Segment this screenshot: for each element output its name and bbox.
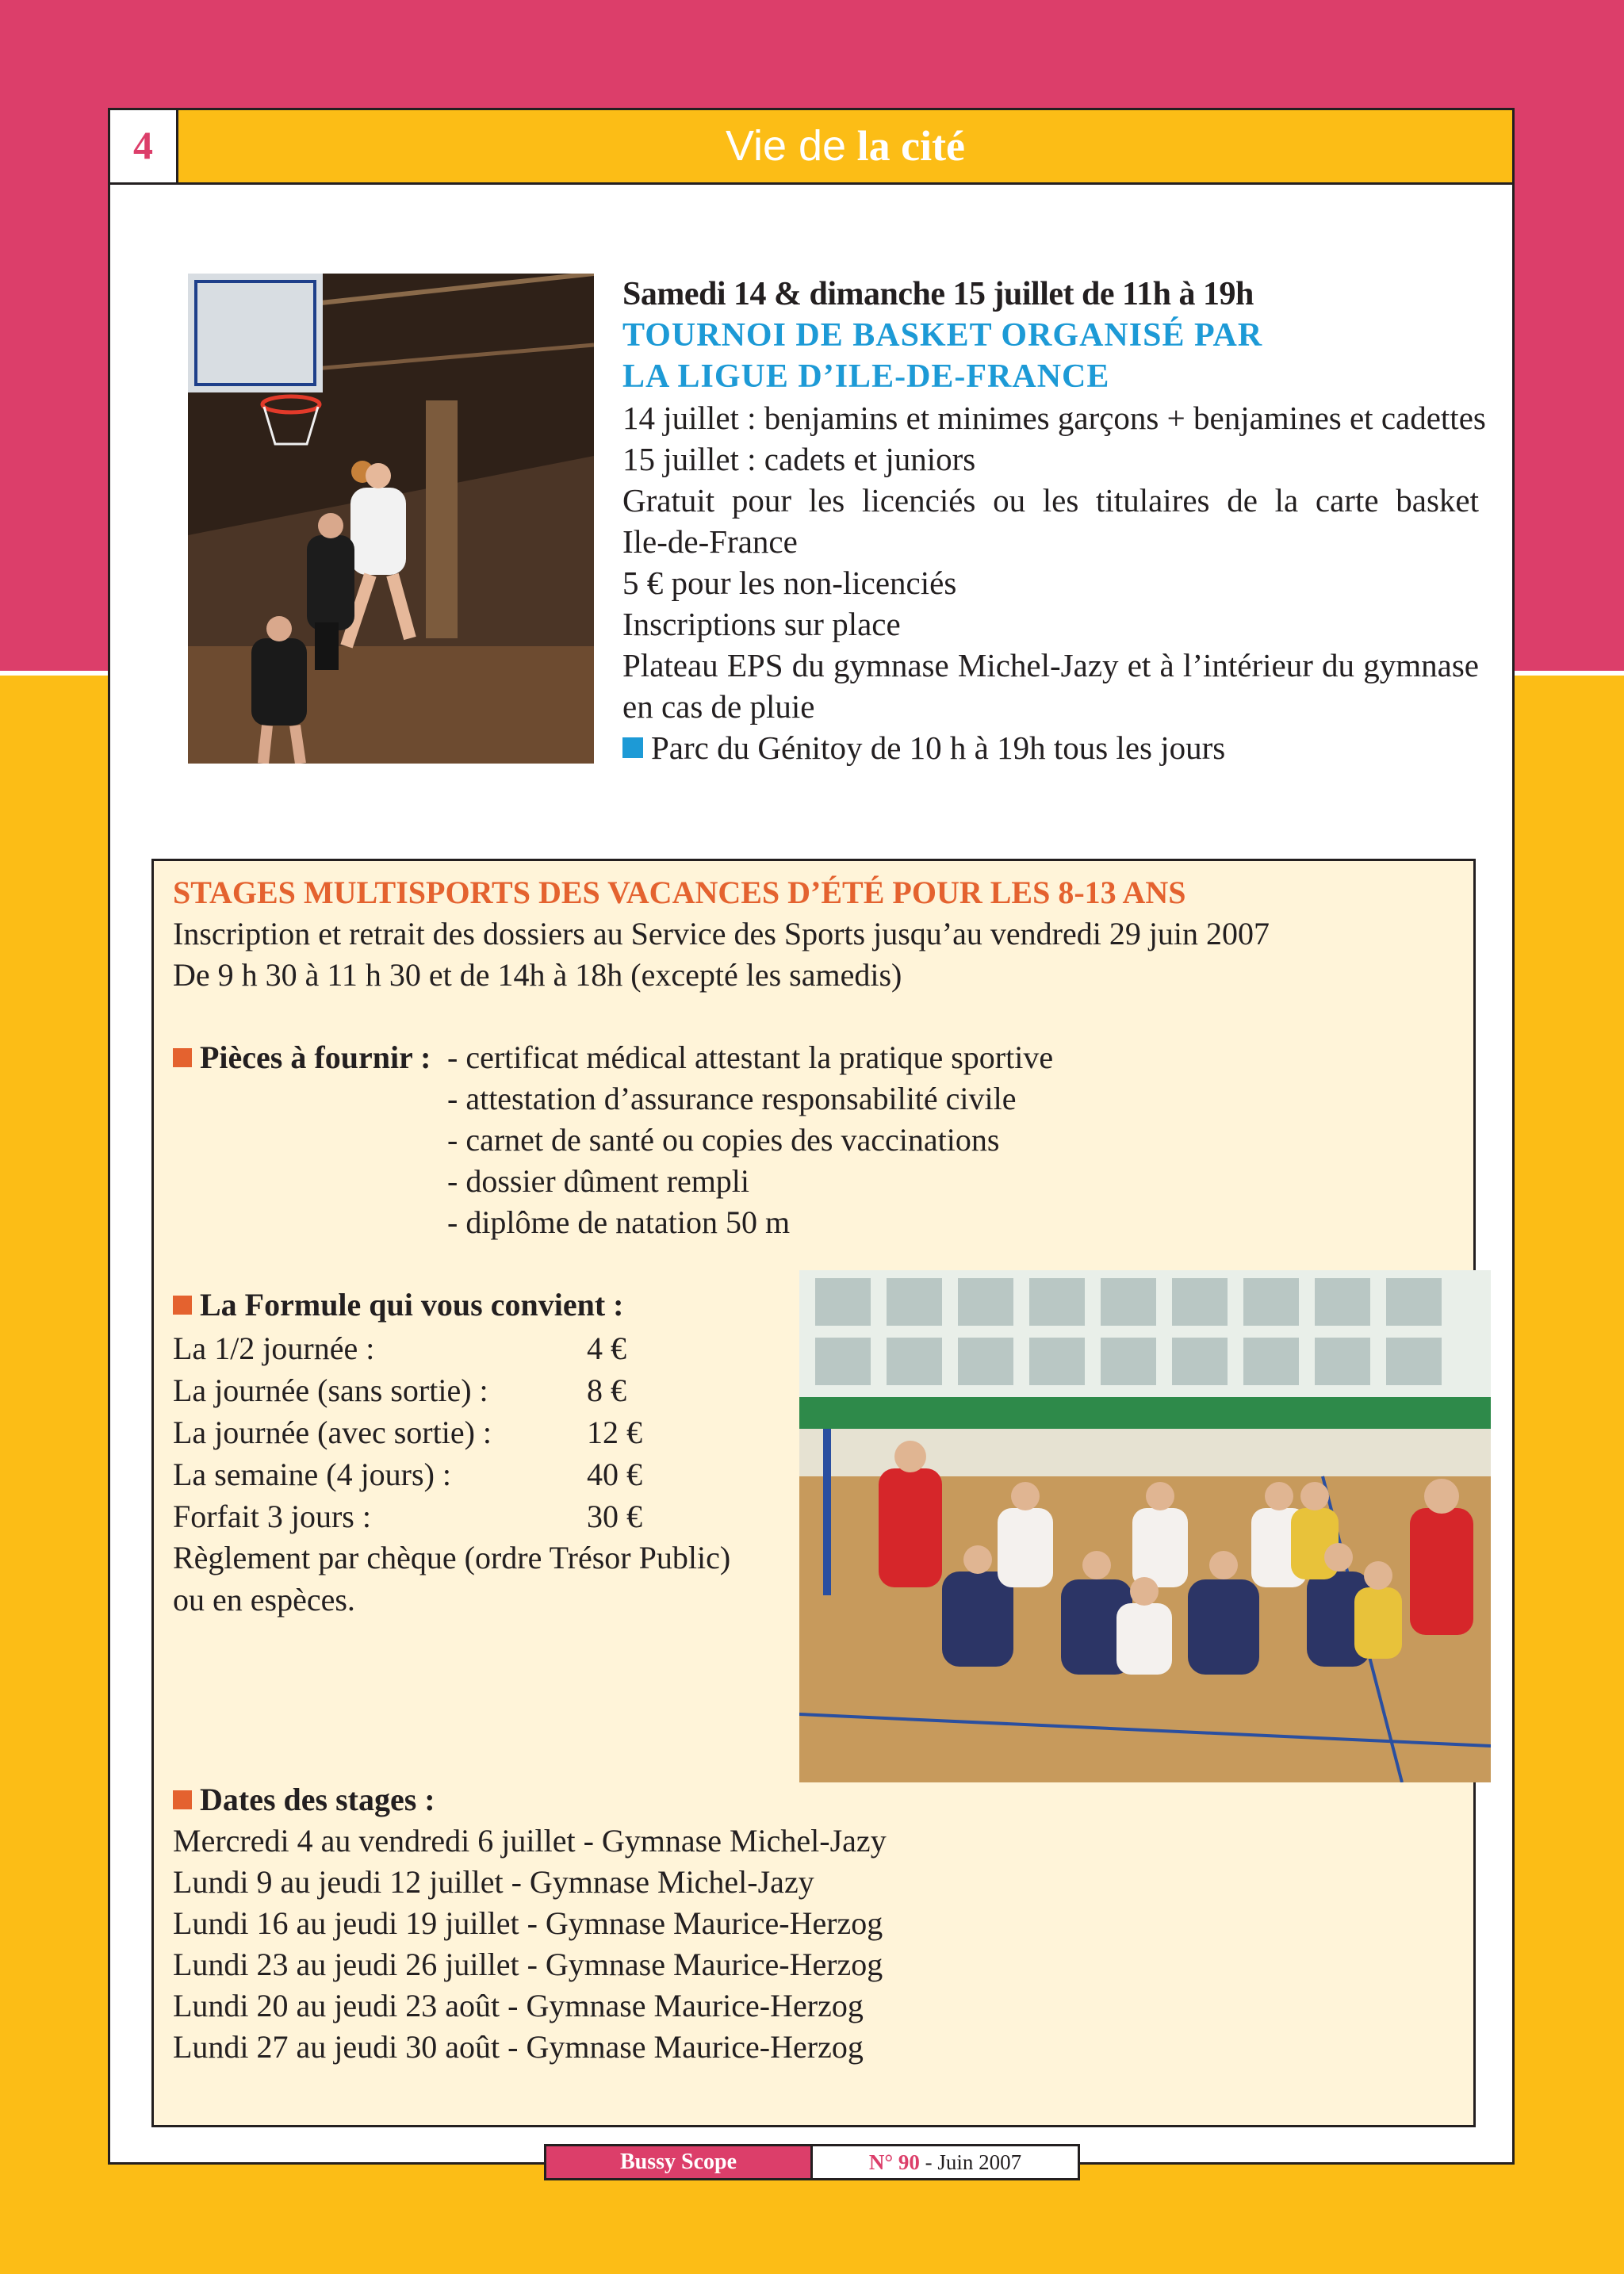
date-item: Lundi 16 au jeudi 19 juillet - Gymnase Maurice-Herzog xyxy=(173,1905,883,1941)
event-line-gratuit: Gratuit pour les licenciés ou les titulaires de la carte basket xyxy=(622,482,1479,519)
event-line-parc xyxy=(622,727,1479,768)
event-line-inscriptions: Inscriptions sur place xyxy=(622,606,901,642)
date-item: Lundi 9 au jeudi 12 juillet - Gymnase Michel-Jazy xyxy=(173,1864,814,1900)
tarif-row xyxy=(173,1453,642,1495)
group-photo xyxy=(799,1270,1491,1782)
tarif-price: 4 € xyxy=(587,1330,626,1366)
bullet-square-icon xyxy=(173,1296,192,1315)
piece-item: - attestation d’assurance responsabilité civile xyxy=(447,1081,1017,1116)
stages-inscription: Inscription et retrait des dossiers au Service des Sports jusqu’au vendredi 29 juin 2007 xyxy=(173,916,1270,951)
formule-heading xyxy=(173,1284,623,1326)
stages-box xyxy=(151,859,1476,2127)
event-line-gratuit-cont: Ile-de-France xyxy=(622,523,798,560)
issue-number: N° 90 xyxy=(868,2150,920,2174)
basket-event xyxy=(622,274,1486,768)
date-item: Mercredi 4 au vendredi 6 juillet - Gymnase Michel-Jazy xyxy=(173,1823,887,1859)
event-line-day1: 14 juillet : benjamins et minimes garçons + benjamines et cadettes xyxy=(622,400,1486,436)
page-number: 4 xyxy=(110,110,178,185)
tarif-label: La 1/2 journée : xyxy=(173,1330,375,1366)
issue-info xyxy=(813,2146,1078,2178)
event-line-price: 5 € pour les non-licenciés xyxy=(622,565,957,601)
event-line-plateau-cont: en cas de pluie xyxy=(622,688,815,725)
tarif-row xyxy=(173,1495,642,1537)
tarif-row xyxy=(173,1369,626,1411)
footer xyxy=(544,2144,1080,2180)
tarif-price: 12 € xyxy=(587,1415,642,1450)
tarif-row xyxy=(173,1327,626,1369)
event-line-day2: 15 juillet : cadets et juniors xyxy=(622,441,976,477)
section-header xyxy=(178,110,1512,185)
page xyxy=(108,108,1515,2165)
tarif-price: 40 € xyxy=(587,1457,642,1492)
basketball-photo xyxy=(188,274,594,764)
piece-item: - dossier dûment rempli xyxy=(447,1163,750,1199)
piece-item: - certificat médical attestant la pratique sportive xyxy=(447,1039,1054,1075)
section-title-bold: la cité xyxy=(856,122,966,170)
formule-label: La Formule qui vous convient : xyxy=(200,1287,624,1323)
section-title-light: Vie de xyxy=(725,122,847,170)
issue-date: - Juin 2007 xyxy=(925,2150,1022,2174)
stages-horaires: De 9 h 30 à 11 h 30 et de 14h à 18h (excepté les samedis) xyxy=(173,957,902,993)
piece-item: - carnet de santé ou copies des vaccinations xyxy=(447,1122,1000,1158)
stages-title: STAGES MULTISPORTS DES VACANCES D’ÉTÉ POUR LES 8-13 ANS xyxy=(173,875,1186,910)
pieces-label: Pièces à fournir : xyxy=(200,1039,431,1075)
tarif-row xyxy=(173,1411,642,1453)
tarif-label: La journée (sans sortie) : xyxy=(173,1372,488,1408)
dates-heading xyxy=(173,1779,435,1820)
bullet-square-icon xyxy=(622,737,643,758)
publication-name: Bussy Scope xyxy=(546,2146,813,2178)
event-line-plateau: Plateau EPS du gymnase Michel-Jazy et à l’intérieur du gymnase xyxy=(622,647,1479,683)
bullet-square-icon xyxy=(173,1048,192,1067)
dates-label: Dates des stages : xyxy=(200,1782,435,1817)
bullet-square-icon xyxy=(173,1790,192,1809)
event-parc-text: Parc du Génitoy de 10 h à 19h tous les jours xyxy=(651,729,1226,766)
tarif-label: Forfait 3 jours : xyxy=(173,1499,371,1534)
tarif-label: La semaine (4 jours) : xyxy=(173,1457,451,1492)
reglement-line1: Règlement par chèque (ordre Trésor Public) xyxy=(173,1540,731,1575)
date-item: Lundi 23 au jeudi 26 juillet - Gymnase Maurice-Herzog xyxy=(173,1947,883,1982)
event-title-line2: LA LIGUE D’ILE-DE-FRANCE xyxy=(622,358,1110,395)
reglement-line2: ou en espèces. xyxy=(173,1582,355,1617)
pieces-heading xyxy=(173,1037,431,1078)
event-date: Samedi 14 & dimanche 15 juillet de 11h à 19h xyxy=(622,276,1254,312)
tarif-price: 8 € xyxy=(587,1372,626,1408)
date-item: Lundi 27 au jeudi 30 août - Gymnase Maurice-Herzog xyxy=(173,2029,864,2065)
piece-item: - diplôme de natation 50 m xyxy=(447,1204,791,1240)
date-item: Lundi 20 au jeudi 23 août - Gymnase Maurice-Herzog xyxy=(173,1988,864,2023)
tarif-price: 30 € xyxy=(587,1499,642,1534)
tarif-label: La journée (avec sortie) : xyxy=(173,1415,492,1450)
event-title-line1: TOURNOI DE BASKET ORGANISÉ PAR xyxy=(622,317,1263,354)
pieces-list xyxy=(447,1037,1053,1243)
